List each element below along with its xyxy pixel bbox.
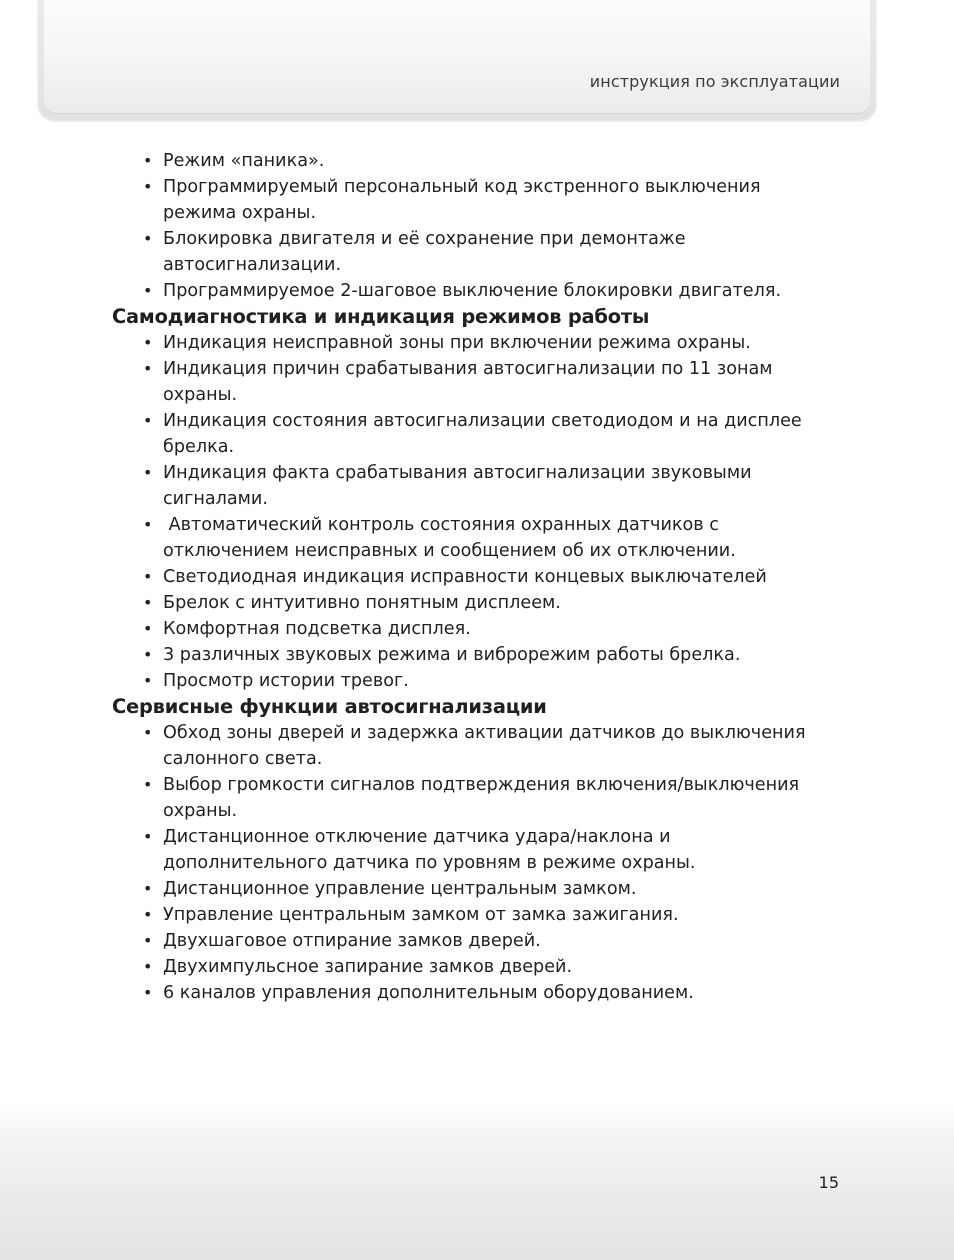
list-item-text: Режим «паника». xyxy=(163,151,325,171)
header-panel xyxy=(38,0,876,120)
bullet-icon: • xyxy=(143,593,153,612)
list-item xyxy=(112,278,832,304)
list-item xyxy=(112,980,832,1006)
bullet-icon: • xyxy=(143,177,153,196)
list-item xyxy=(112,408,832,460)
list-item xyxy=(112,720,832,772)
list-item-text: Просмотр истории тревог. xyxy=(163,671,409,691)
page-content xyxy=(112,148,832,1006)
list-item-text: Дистанционное отключение датчика удара/наклона и дополнительного датчика по уровням в режиме охраны. xyxy=(163,827,696,873)
bullet-icon: • xyxy=(143,151,153,170)
header-inner xyxy=(44,0,870,114)
list-item xyxy=(112,668,832,694)
list-item xyxy=(112,876,832,902)
bullet-icon: • xyxy=(143,229,153,248)
bullet-icon: • xyxy=(143,619,153,638)
list-item xyxy=(112,356,832,408)
bullet-icon: • xyxy=(143,671,153,690)
list-item-text: Индикация неисправной зоны при включении режима охраны. xyxy=(163,333,751,353)
bullet-icon: • xyxy=(143,463,153,482)
list-item-text: Индикация факта срабатывания автосигнализации звуковыми сигналами. xyxy=(163,463,752,509)
list-item-text: Индикация причин срабатывания автосигнализации по 11 зонам охраны. xyxy=(163,359,773,405)
list-item-text: Автоматический контроль состояния охранных датчиков с отключением неисправных и сообщением об их отключении. xyxy=(163,515,736,561)
list-item xyxy=(112,902,832,928)
list-item xyxy=(112,330,832,356)
bullet-icon: • xyxy=(143,723,153,742)
list-item xyxy=(112,616,832,642)
list-item xyxy=(112,226,832,278)
diagnostics-list xyxy=(112,330,832,694)
list-item xyxy=(112,928,832,954)
bullet-icon: • xyxy=(143,359,153,378)
list-item-text: Комфортная подсветка дисплея. xyxy=(163,619,471,639)
list-item-text: 3 различных звуковых режима и виброрежим работы брелка. xyxy=(163,645,741,665)
list-item-text: Управление центральным замком от замка зажигания. xyxy=(163,905,679,925)
bullet-icon: • xyxy=(143,931,153,950)
section-title-diagnostics: Самодиагностика и индикация режимов работы xyxy=(112,305,650,328)
list-item-text: Индикация состояния автосигнализации светодиодом и на дисплее брелка. xyxy=(163,411,802,457)
intro-list xyxy=(112,148,832,304)
list-item-text: Двухимпульсное запирание замков дверей. xyxy=(163,957,573,977)
list-item xyxy=(112,590,832,616)
bullet-icon: • xyxy=(143,957,153,976)
bullet-icon: • xyxy=(143,905,153,924)
list-item xyxy=(112,564,832,590)
list-item-text: Двухшаговое отпирание замков дверей. xyxy=(163,931,541,951)
list-item-text: 6 каналов управления дополнительным оборудованием. xyxy=(163,983,694,1003)
list-item-text: Брелок с интуитивно понятным дисплеем. xyxy=(163,593,561,613)
list-item xyxy=(112,954,832,980)
page-number: 15 xyxy=(818,1173,839,1192)
list-item-text: Обход зоны дверей и задержка активации датчиков до выключения салонного света. xyxy=(163,723,806,769)
list-item xyxy=(112,642,832,668)
list-item xyxy=(112,772,832,824)
bullet-icon: • xyxy=(143,983,153,1002)
list-item xyxy=(112,824,832,876)
bullet-icon: • xyxy=(143,567,153,586)
service-list xyxy=(112,720,832,1006)
list-item-text: Дистанционное управление центральным замком. xyxy=(163,879,637,899)
section-title-service: Сервисные функции автосигнализации xyxy=(112,695,547,718)
bullet-icon: • xyxy=(143,775,153,794)
bullet-icon: • xyxy=(143,879,153,898)
list-item xyxy=(112,174,832,226)
list-item xyxy=(112,460,832,512)
list-item-text: Программируемое 2-шаговое выключение блокировки двигателя. xyxy=(163,281,782,301)
list-item-text: Блокировка двигателя и её сохранение при демонтаже автосигнализации. xyxy=(163,229,686,275)
bullet-icon: • xyxy=(143,411,153,430)
bullet-icon: • xyxy=(143,281,153,300)
footer-band xyxy=(0,1098,954,1260)
bullet-icon: • xyxy=(143,645,153,664)
list-item-text: Выбор громкости сигналов подтверждения включения/выключения охраны. xyxy=(163,775,800,821)
list-item-text: Программируемый персональный код экстренного выключения режима охраны. xyxy=(163,177,761,223)
bullet-icon: • xyxy=(143,515,153,534)
list-item xyxy=(112,512,832,564)
header-title: инструкция по эксплуатации xyxy=(589,72,840,91)
list-item-text: Светодиодная индикация исправности концевых выключателей xyxy=(163,567,767,587)
bullet-icon: • xyxy=(143,333,153,352)
list-item xyxy=(112,148,832,174)
bullet-icon: • xyxy=(143,827,153,846)
